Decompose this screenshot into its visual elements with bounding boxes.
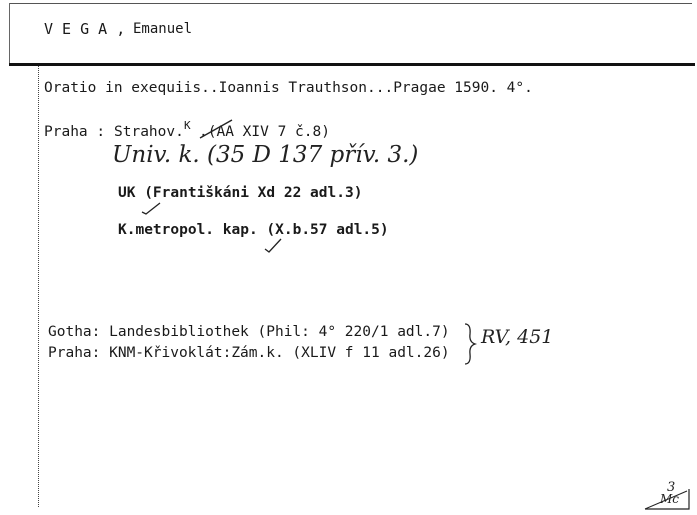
handwritten-univ-shelfmark: Univ. k. (35 D 137 přív. 3.) xyxy=(112,142,419,168)
praha-knm-holding: Praha: KNM-Křivoklát:Zám.k. (XLIV f 11 adl.26) xyxy=(48,345,450,361)
corner-number: 3 xyxy=(667,480,676,495)
author-given-name: Emanuel xyxy=(133,21,193,37)
margin-line xyxy=(38,66,39,507)
strike-mark xyxy=(196,118,236,140)
brace-icon xyxy=(462,322,478,366)
card-left-border xyxy=(9,3,10,65)
corner-initials: Mc xyxy=(660,492,680,506)
heading-rule xyxy=(9,63,695,66)
handwritten-note: RV, 451 xyxy=(481,326,554,348)
gotha-holding: Gotha: Landesbibliothek (Phil: 4° 220/1 adl.7) xyxy=(48,324,450,340)
strahov-signature: .(AA XIV 7 č.8) xyxy=(199,124,330,140)
metropol-holding: K.metropol. kap. (X.b.57 adl.5) xyxy=(118,222,389,238)
check-mark-icon xyxy=(262,236,284,254)
uk-holding: UK (Františkáni Xd 22 adl.3) xyxy=(118,185,363,201)
check-mark-icon xyxy=(140,200,162,216)
title-line: Oratio in exequiis..Ioannis Trauthson...Pragae 1590. 4°. xyxy=(44,80,533,96)
author-surname: V E G A , xyxy=(44,20,126,38)
strahov-mark: K xyxy=(184,119,191,132)
card-top-border xyxy=(9,3,692,4)
strahov-label: Strahov. xyxy=(114,124,184,140)
praha-label: Praha : xyxy=(44,124,106,140)
